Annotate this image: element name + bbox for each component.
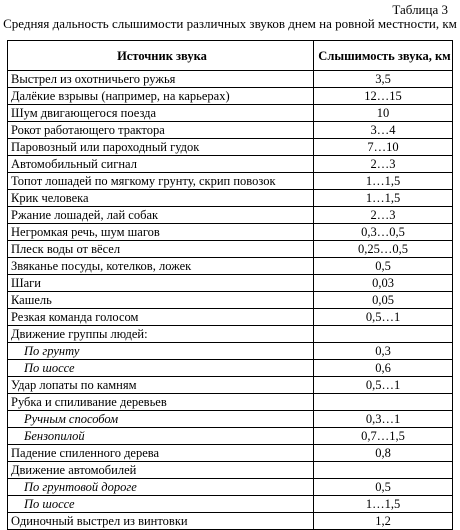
table-row <box>8 292 453 309</box>
row-source: Движение группы людей: <box>8 326 314 343</box>
table-row <box>8 71 453 88</box>
column-header-source: Источник звука <box>8 41 314 71</box>
table-row <box>8 122 453 139</box>
row-audibility-value: 0,03 <box>314 275 453 292</box>
row-source: Крик человека <box>8 190 314 207</box>
row-subitem-source: По грунтовой дороге <box>8 479 314 496</box>
table-row <box>8 190 453 207</box>
row-source: Ржание лошадей, лай собак <box>8 207 314 224</box>
row-audibility-value: 7…10 <box>314 139 453 156</box>
row-source: Плеск воды от вёсел <box>8 241 314 258</box>
row-audibility-value: 0,6 <box>314 360 453 377</box>
table-row <box>8 377 453 394</box>
row-subitem-source: По грунту <box>8 343 314 360</box>
table-row <box>8 173 453 190</box>
table-header-row <box>8 41 453 71</box>
row-audibility-value: 2…3 <box>314 207 453 224</box>
row-audibility-value: 10 <box>314 105 453 122</box>
table-row <box>8 241 453 258</box>
row-audibility-value: 0,3…1 <box>314 411 453 428</box>
row-audibility-value <box>314 326 453 343</box>
row-source: Топот лошадей по мягкому грунту, скрип повозок <box>8 173 314 190</box>
table-row <box>8 360 453 377</box>
row-audibility-value: 2…3 <box>314 156 453 173</box>
column-header-audibility: Слышимость звука, км <box>314 41 453 71</box>
row-audibility-value: 0,5 <box>314 258 453 275</box>
row-audibility-value: 0,3…0,5 <box>314 224 453 241</box>
row-audibility-value: 0,5 <box>314 479 453 496</box>
row-source: Шум двигающегося поезда <box>8 105 314 122</box>
row-source: Негромкая речь, шум шагов <box>8 224 314 241</box>
row-audibility-value: 0,25…0,5 <box>314 241 453 258</box>
table-row <box>8 394 453 411</box>
table-row <box>8 462 453 479</box>
row-audibility-value: 0,5…1 <box>314 377 453 394</box>
row-audibility-value: 3,5 <box>314 71 453 88</box>
row-source: Автомобильный сигнал <box>8 156 314 173</box>
row-source: Рокот работающего трактора <box>8 122 314 139</box>
table-row <box>8 445 453 462</box>
sound-audibility-table <box>7 40 453 530</box>
row-audibility-value: 1…1,5 <box>314 173 453 190</box>
row-subitem-source: Ручным способом <box>8 411 314 428</box>
table-row <box>8 156 453 173</box>
table-row <box>8 258 453 275</box>
row-source: Выстрел из охотничьего ружья <box>8 71 314 88</box>
table-body <box>8 71 453 530</box>
row-audibility-value: 12…15 <box>314 88 453 105</box>
row-audibility-value: 0,8 <box>314 445 453 462</box>
table-row <box>8 88 453 105</box>
row-source: Падение спиленного дерева <box>8 445 314 462</box>
row-source: Кашель <box>8 292 314 309</box>
row-audibility-value <box>314 394 453 411</box>
table-row <box>8 428 453 445</box>
table-row <box>8 224 453 241</box>
row-audibility-value: 0,7…1,5 <box>314 428 453 445</box>
row-source: Одиночный выстрел из винтовки <box>8 513 314 530</box>
row-subitem-source: По шоссе <box>8 360 314 377</box>
row-source: Шаги <box>8 275 314 292</box>
row-audibility-value: 1…1,5 <box>314 190 453 207</box>
table-row <box>8 411 453 428</box>
row-audibility-value: 0,5…1 <box>314 309 453 326</box>
table-row <box>8 326 453 343</box>
row-audibility-value: 0,05 <box>314 292 453 309</box>
table-row <box>8 105 453 122</box>
table-title: Средняя дальность слышимости различных звуков днем на ровной местности, км <box>3 16 457 31</box>
row-subitem-source: По шоссе <box>8 496 314 513</box>
row-subitem-source: Бензопилой <box>8 428 314 445</box>
table-caption: Таблица 3 <box>392 2 448 17</box>
row-source: Паровозный или пароходный гудок <box>8 139 314 156</box>
table-row <box>8 207 453 224</box>
row-audibility-value: 3…4 <box>314 122 453 139</box>
table-row <box>8 479 453 496</box>
row-source: Движение автомобилей <box>8 462 314 479</box>
table-row <box>8 139 453 156</box>
row-audibility-value: 1,2 <box>314 513 453 530</box>
row-audibility-value: 0,3 <box>314 343 453 360</box>
table-row <box>8 496 453 513</box>
row-source: Удар лопаты по камням <box>8 377 314 394</box>
row-audibility-value <box>314 462 453 479</box>
table-row <box>8 343 453 360</box>
row-audibility-value: 1…1,5 <box>314 496 453 513</box>
row-source: Далёкие взрывы (например, на карьерах) <box>8 88 314 105</box>
table-row <box>8 275 453 292</box>
table-row <box>8 309 453 326</box>
row-source: Рубка и спиливание деревьев <box>8 394 314 411</box>
row-source: Звяканье посуды, котелков, ложек <box>8 258 314 275</box>
row-source: Резкая команда голосом <box>8 309 314 326</box>
table-row <box>8 513 453 530</box>
